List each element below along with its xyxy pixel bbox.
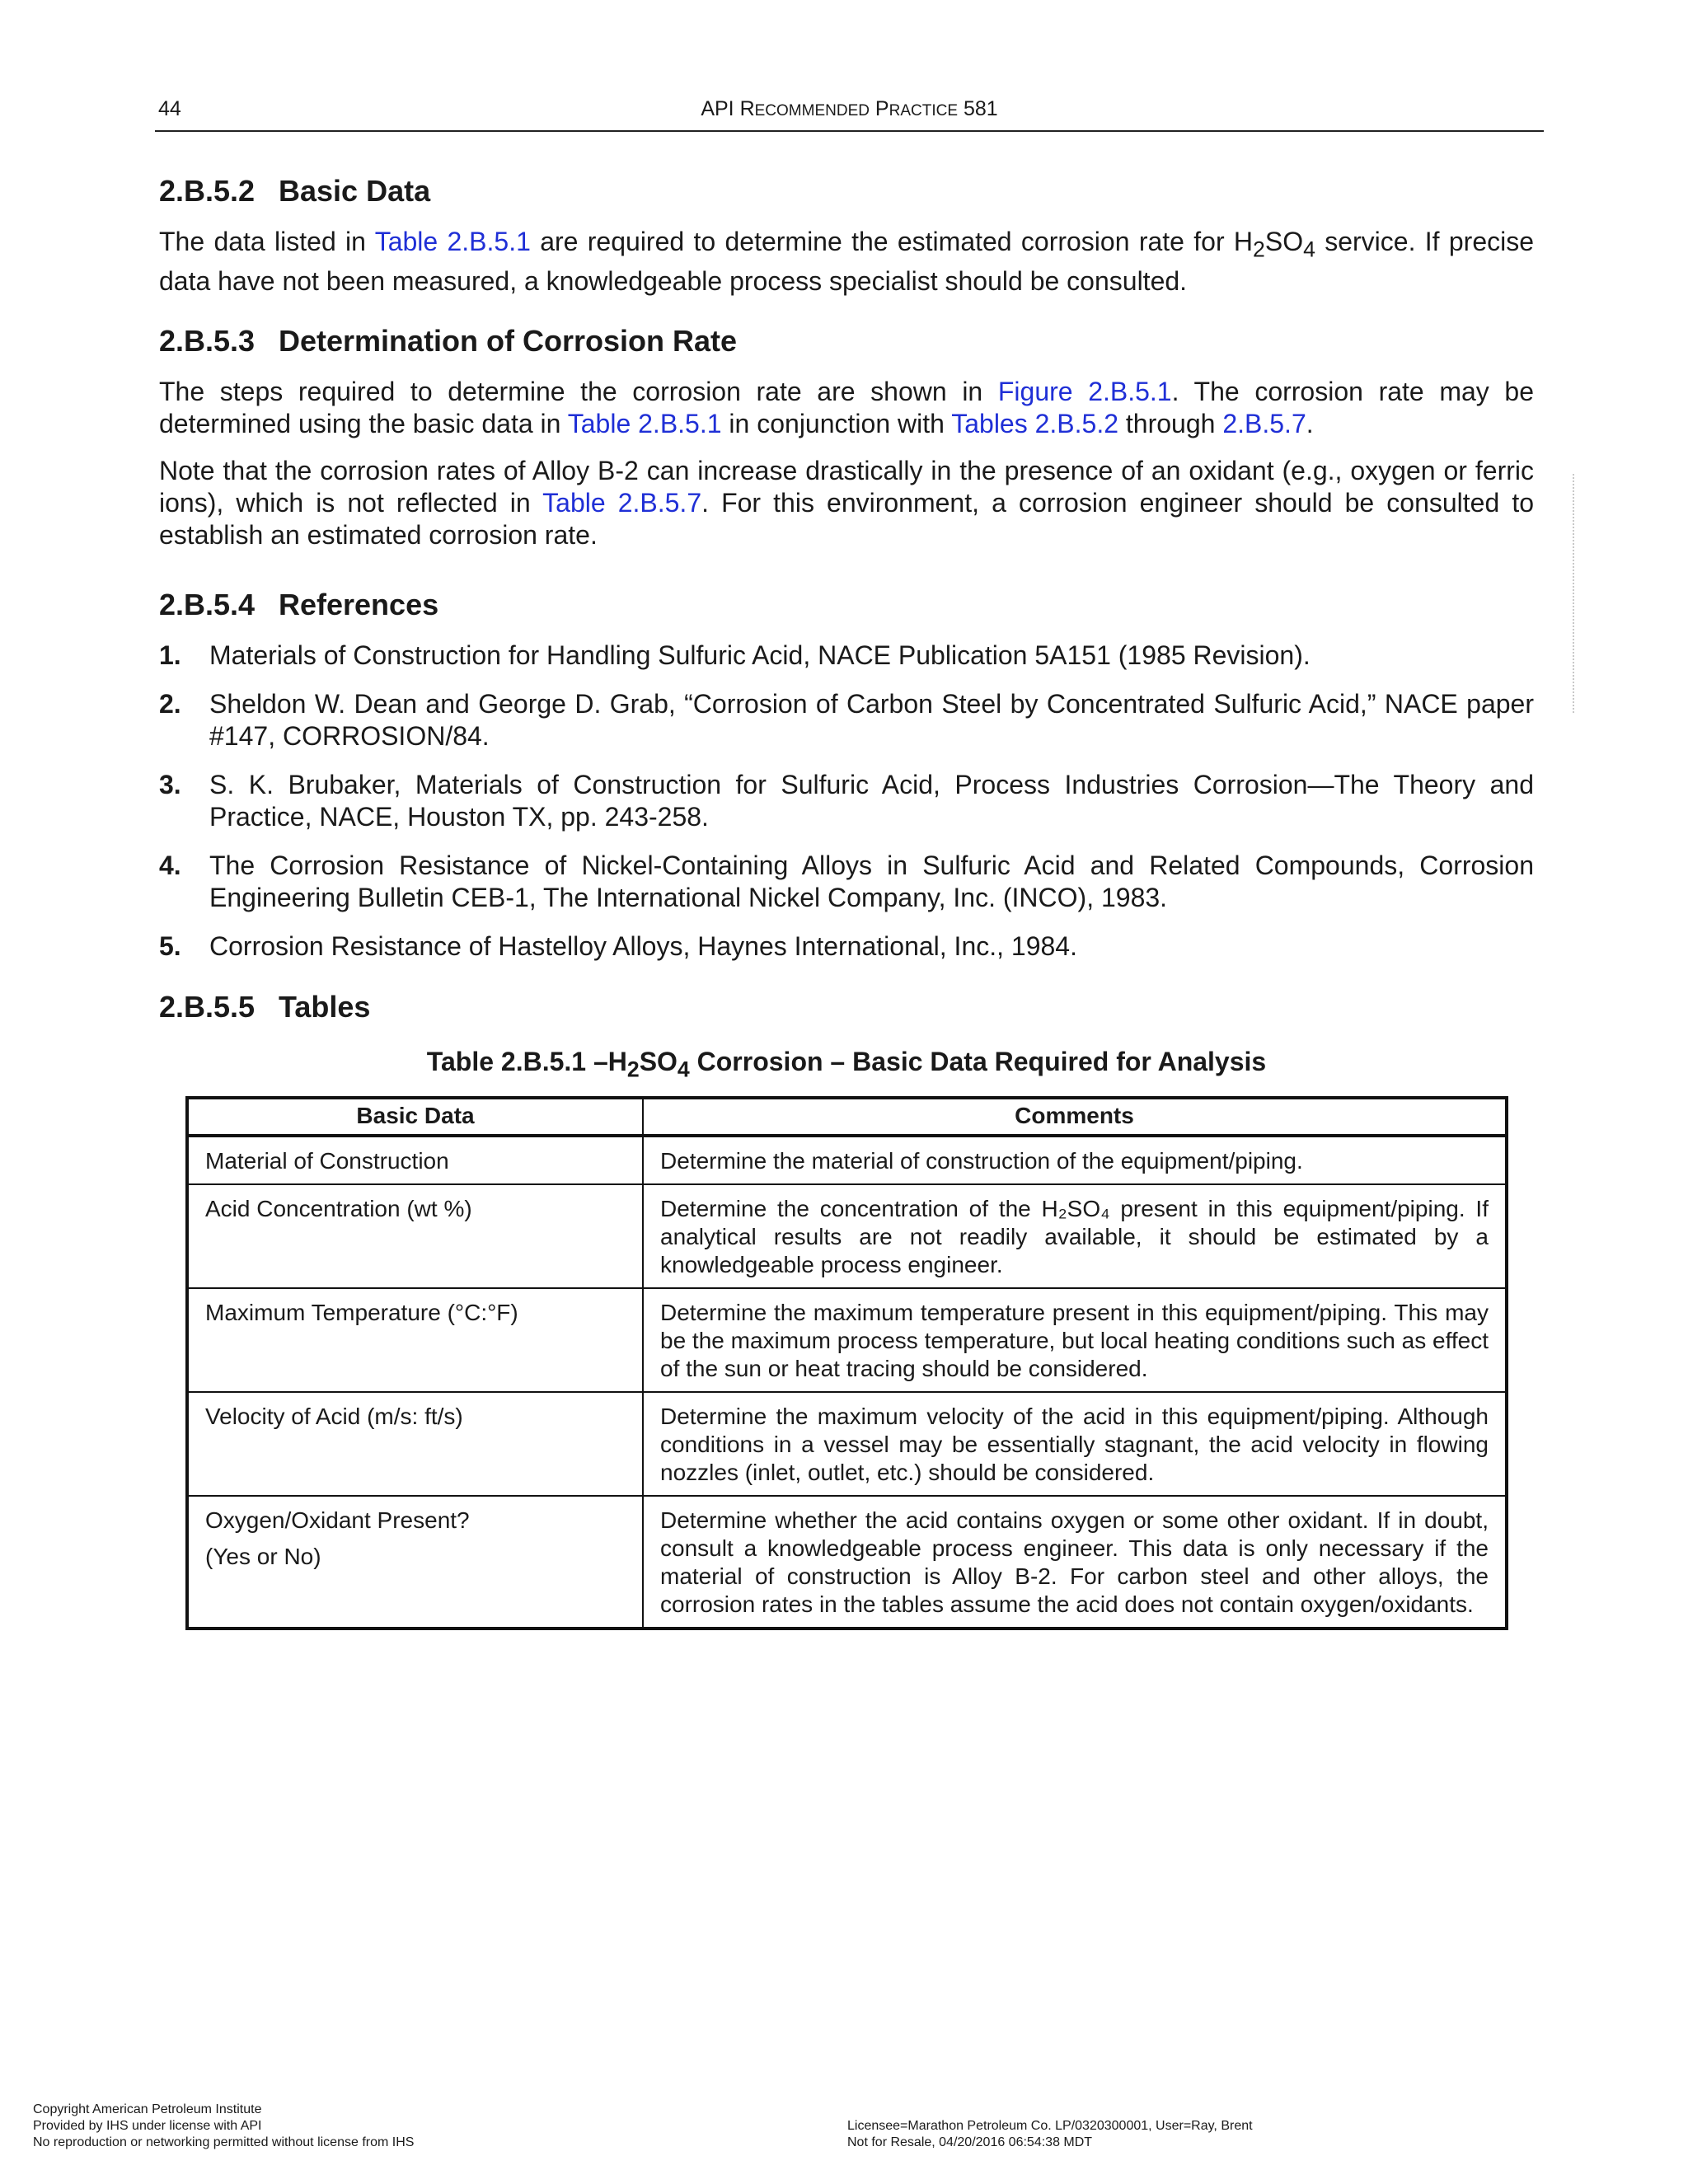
margin-mark <box>1573 474 1576 713</box>
page-number: 44 <box>158 97 181 120</box>
column-header-basic-data: Basic Data <box>187 1098 643 1136</box>
link-table-2b51[interactable]: Table 2.B.5.1 <box>567 409 722 438</box>
cell-comment: Determine the material of construction of the equipment/piping. <box>643 1136 1507 1184</box>
reference-item: 2. Sheldon W. Dean and George D. Grab, “Corrosion of Carbon Steel by Concentrated Sulfuric Acid,” NACE paper #147, CORROSION/84. <box>159 689 1534 751</box>
section-heading-basic-data: 2.B.5.2 Basic Data <box>159 174 431 208</box>
basic-data-table <box>185 1096 1508 1630</box>
table-row <box>187 1496 1507 1629</box>
table-header-row <box>187 1098 1507 1136</box>
reference-item: 1. Materials of Construction for Handling Sulfuric Acid, NACE Publication 5A151 (1985 Revision). <box>159 640 1311 670</box>
cell-comment: Determine the maximum temperature present in this equipment/piping. This may be the maximum process temperature, but local heating conditions such as effect of the sun or heat tracing should be considered. <box>643 1288 1507 1392</box>
reference-list <box>159 640 1534 963</box>
section-heading-references: 2.B.5.4 References <box>159 588 439 621</box>
reference-item: 4. The Corrosion Resistance of Nickel-Containing Alloys in Sulfuric Acid and Related Compounds, Corrosion Engineering Bulletin CEB-1, The International Nickel Company, Inc. (INCO), 1983. <box>159 851 1534 912</box>
table-row <box>187 1392 1507 1496</box>
table-row <box>187 1288 1507 1392</box>
link-2b57[interactable]: 2.B.5.7 <box>1222 409 1306 438</box>
cell-basic-data: Maximum Temperature (°C:°F) <box>187 1288 643 1392</box>
paragraph-alloy-note: Note that the corrosion rates of Alloy B-2 can increase drastically in the presence of an oxidant (e.g., oxygen or ferric ions), which is not reflected in Table 2.B.5.7. For this environment, a corrosion engineer should be consulted to establish an estimated corrosion rate. <box>159 456 1535 550</box>
table-caption: Table 2.B.5.1 $-H_2SO_4$ Corrosion – Basic Data Required for Analysis <box>426 1047 1267 1082</box>
reference-item: 5. Corrosion Resistance of Hastelloy Alloys, Haynes International, Inc., 1984. <box>159 931 1077 961</box>
cell-comment: Determine the maximum velocity of the acid in this equipment/piping. Although conditions in a vessel may be essentially stagnant, the acid velocity in flowing nozzles (inlet, outlet, etc.) should be considered. <box>643 1392 1507 1496</box>
footer-copyright: Copyright American Petroleum Institute Provided by IHS under license with API No reproduction or networking permitted without license from IHS <box>33 2102 415 2149</box>
page-header <box>155 97 1544 132</box>
paragraph-basic-data: The data listed in Table 2.B.5.1 are required to determine the estimated corrosion rate for $H_2SO_4$ service. If precise data have not been measured, a knowledgeable process specialist should be consulted. <box>159 227 1535 297</box>
column-header-comments: Comments <box>643 1098 1507 1136</box>
footer-license: Licensee=Marathon Petroleum Co. LP/0320300001, User=Ray, Brent Not for Resale, 04/20/2016 06:54:38 MDT <box>847 2119 1253 2149</box>
paragraph-corrosion-steps: The steps required to determine the corrosion rate are shown in Figure 2.B.5.1. The corrosion rate may be determined using the basic data in Table 2.B.5.1 in conjunction with Tables 2.B.5.2 through 2.B.5.7. <box>159 377 1535 438</box>
table-row <box>187 1136 1507 1184</box>
reference-item: 3. S. K. Brubaker, Materials of Construction for Sulfuric Acid, Process Industries Corrosion—The Theory and Practice, NACE, Houston TX, pp. 243-258. <box>159 770 1534 832</box>
link-table-2b51[interactable]: Table 2.B.5.1 <box>374 227 531 256</box>
cell-comment: Determine whether the acid contains oxygen or some other oxidant. If in doubt, consult a knowledgeable process engineer. This data is only necessary if the material of construction is Alloy B-2. For carbon steel and other alloys, the corrosion rates in the tables assume the acid does not contain oxygen/oxidants. <box>643 1496 1507 1629</box>
section-heading-corrosion-rate: 2.B.5.3 Determination of Corrosion Rate <box>159 324 738 358</box>
table-row <box>187 1184 1507 1288</box>
cell-basic-data: Oxygen/Oxidant Present? (Yes or No) <box>187 1496 643 1629</box>
link-table-2b57[interactable]: Table 2.B.5.7 <box>542 488 702 518</box>
cell-basic-data: Acid Concentration (wt %) <box>187 1184 643 1288</box>
link-tables-2b52[interactable]: Tables 2.B.5.2 <box>951 409 1119 438</box>
section-heading-tables: 2.B.5.5 Tables <box>159 990 371 1024</box>
running-title: API RECOMMENDED PRACTICE 581 <box>701 97 998 120</box>
cell-comment: Determine the concentration of the H₂SO₄ present in this equipment/piping. If analytical results are not readily available, it should be estimated by a knowledgeable process engineer. <box>643 1184 1507 1288</box>
link-figure-2b51[interactable]: Figure 2.B.5.1 <box>997 377 1172 406</box>
cell-basic-data: Velocity of Acid (m/s: ft/s) <box>187 1392 643 1496</box>
cell-basic-data: Material of Construction <box>187 1136 643 1184</box>
